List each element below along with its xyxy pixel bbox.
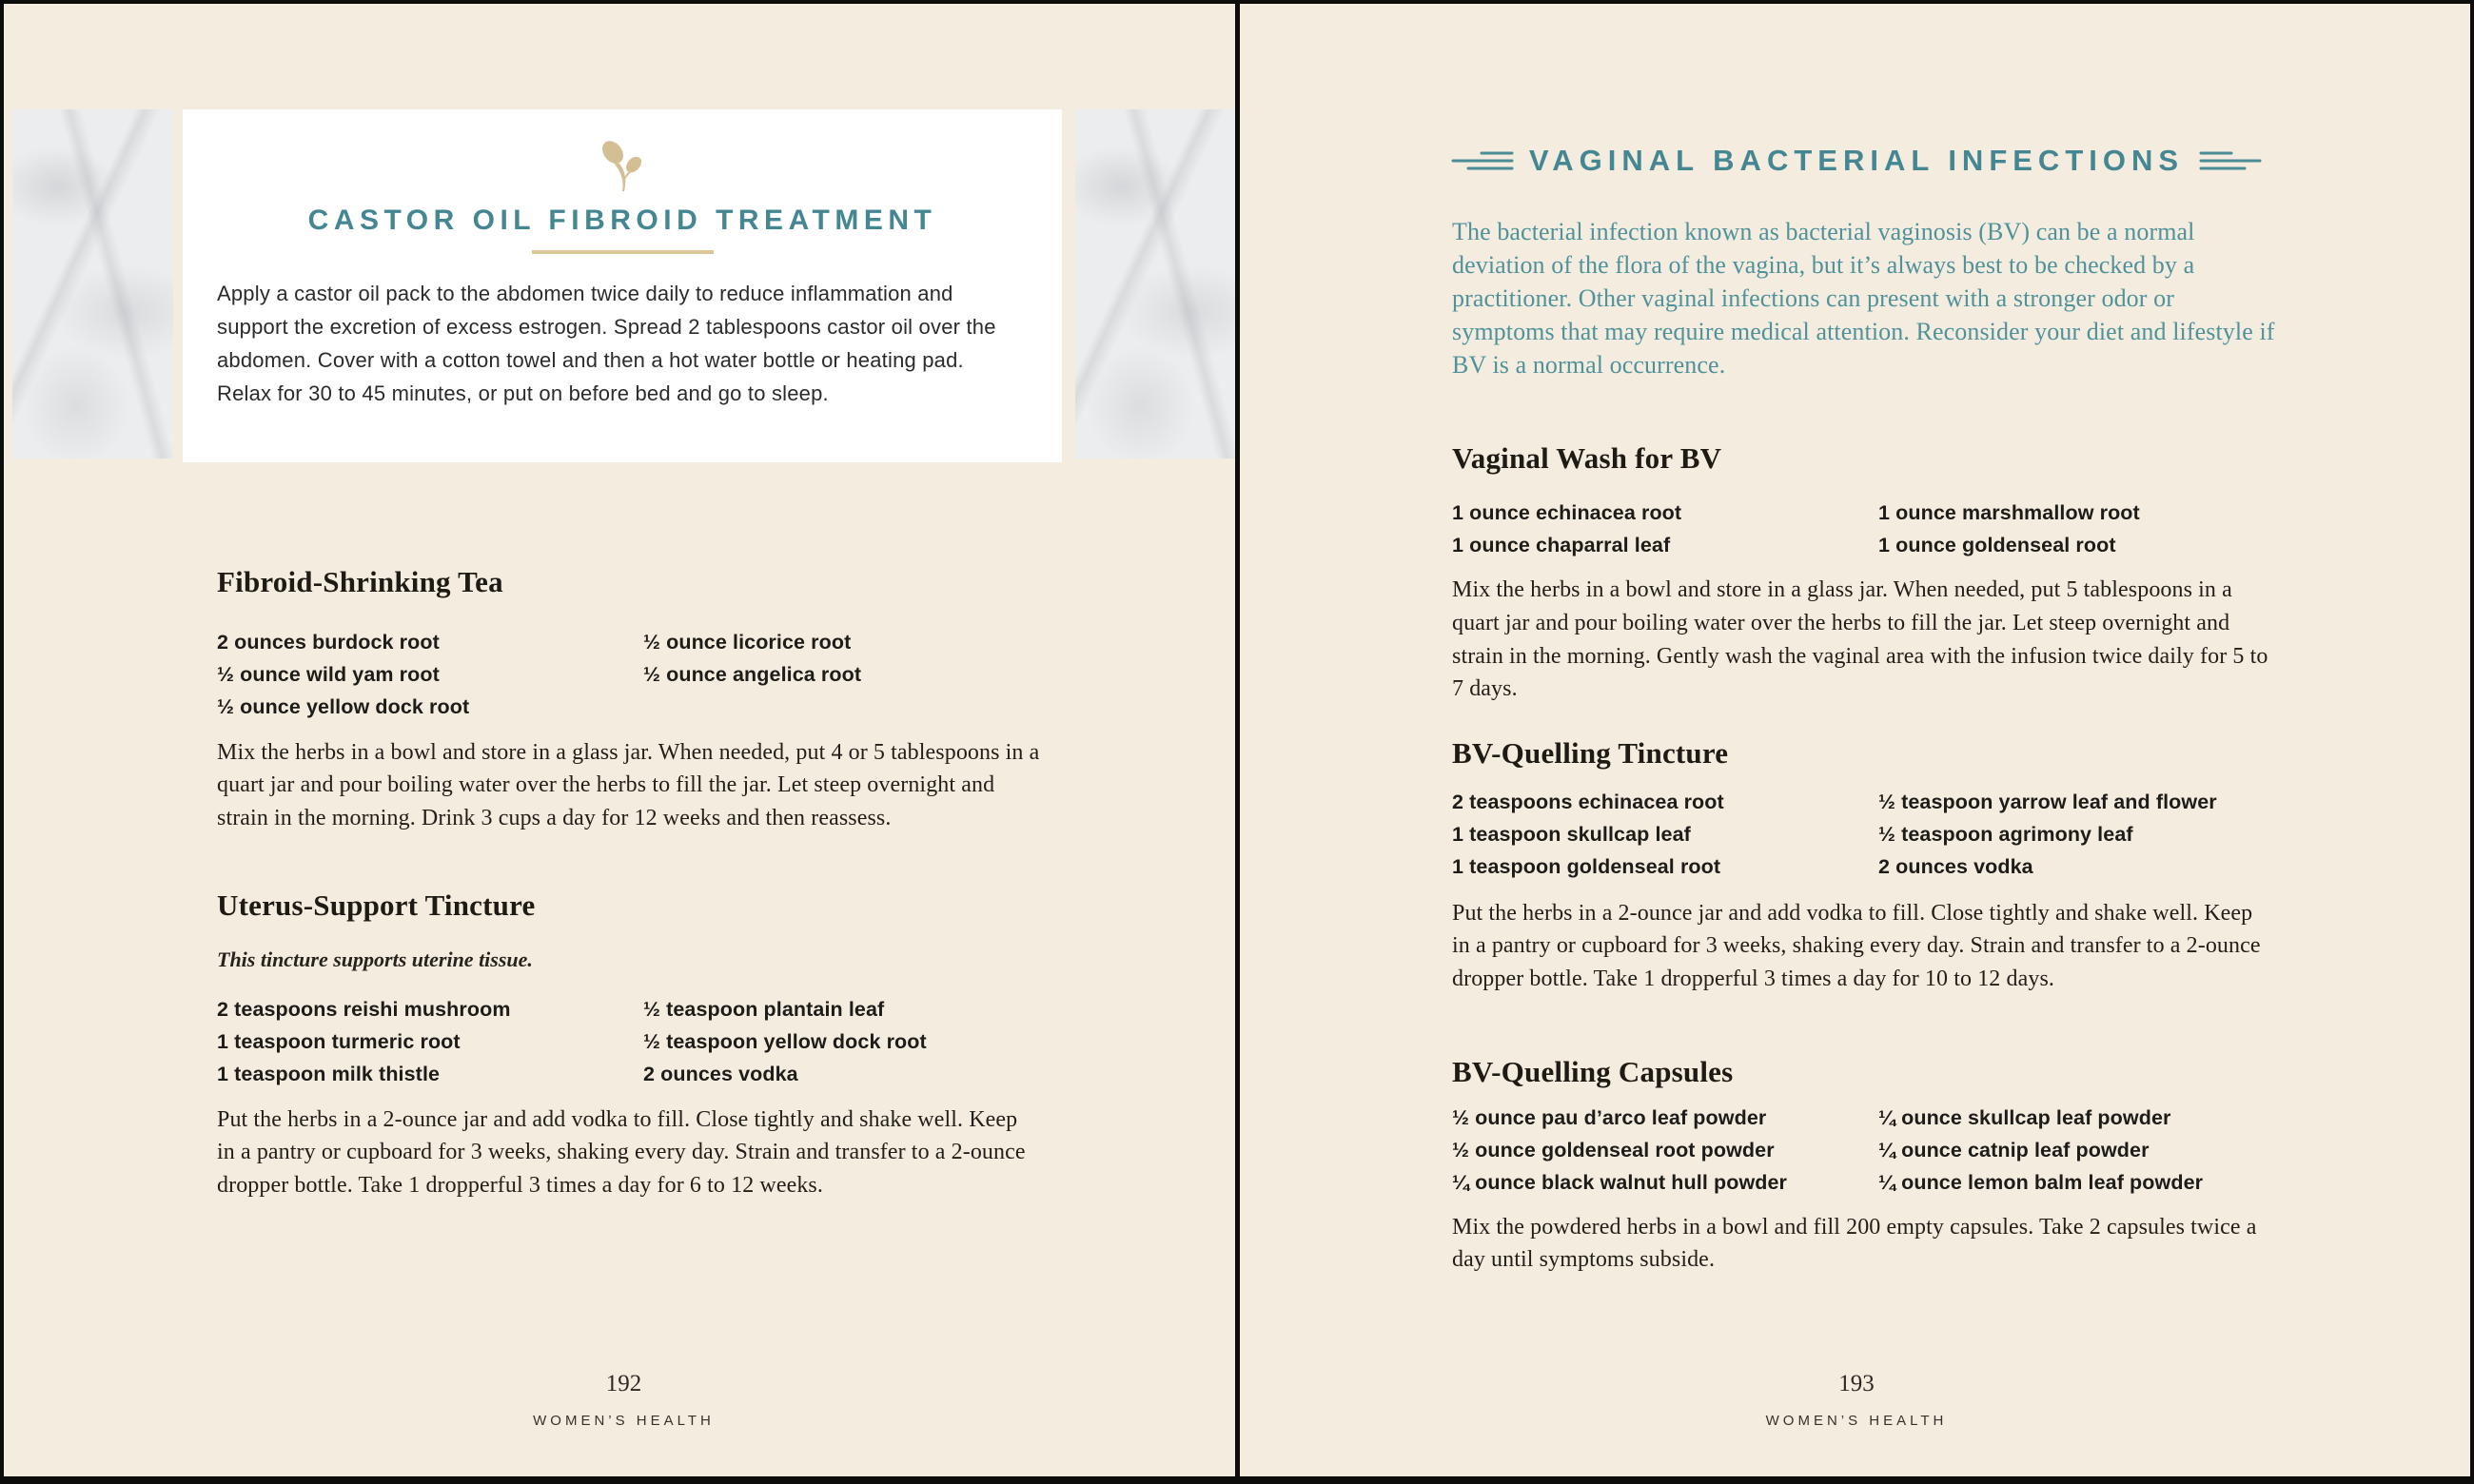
running-title: WOMEN’S HEALTH (1765, 1413, 1948, 1429)
ingredient: ½ teaspoon plantain leaf (643, 998, 885, 1021)
page-number: 192 (605, 1371, 642, 1396)
recipe-instructions: Mix the herbs in a bowl and store in a glass jar. When needed, put 4 or 5 tablespoons in a quart jar and pour boiling water over the herbs to fill the jar. Let steep overnight and strain in the morning. Drink 3 cups a day for 12 weeks and then reassess. (217, 739, 1040, 830)
ingredient-list (217, 626, 1041, 724)
recipe-title: BV-Quelling Capsules (1452, 1055, 1734, 1088)
ingredient: 1 ounce chaparral leaf (1452, 534, 1671, 557)
recipe-instructions: Put the herbs in a 2-ounce jar and add vodka to fill. Close tightly and shake well. Keep in a pantry or cupboard for 3 weeks, shaking every day. Strain and transfer to a 2-ounce dropper bottle. Take 1 dropperful 3 times a day for 10 to 12 days. (1452, 900, 2261, 991)
speed-lines-icon-right (2199, 148, 2273, 173)
ingredient-list (1452, 497, 2276, 561)
chapter-title-row (1240, 143, 2470, 179)
ingredient-list (1452, 786, 2276, 884)
ingredient: ¼ ounce catnip leaf powder (1878, 1139, 2150, 1162)
ingredient: ½ teaspoon yarrow leaf and flower (1878, 791, 2217, 813)
speed-lines-icon-left (1440, 148, 1514, 173)
recipe-section-bv-quelling-capsules (1452, 1053, 2276, 1277)
recipe-title: BV-Quelling Tincture (1452, 736, 1729, 770)
page-footer-right (1240, 1371, 2470, 1430)
ingredient: 1 ounce marshmallow root (1878, 501, 2140, 524)
ingredient: ½ ounce licorice root (643, 631, 852, 654)
sprout-leaf-icon (600, 140, 644, 193)
ingredient: 1 ounce echinacea root (1452, 501, 1682, 524)
recipe-title: Uterus-Support Tincture (217, 888, 536, 922)
recipe-section-fibroid-shrinking-tea (217, 563, 1041, 834)
ingredient-column-2 (1878, 497, 2276, 561)
ingredient: 1 teaspoon goldenseal root (1452, 855, 1721, 879)
ingredient: 2 teaspoons echinacea root (1452, 791, 1724, 813)
ingredient: 1 teaspoon milk thistle (217, 1063, 441, 1086)
ingredient: 2 ounces burdock root (217, 631, 440, 654)
marble-photo-strip-right (1075, 109, 1239, 459)
ingredient-column-2 (643, 626, 1041, 724)
ingredient: ½ ounce goldenseal root powder (1452, 1139, 1775, 1162)
ingredient: 2 teaspoons reishi mushroom (217, 998, 511, 1021)
ingredient-column-2 (1878, 786, 2276, 884)
recipe-title: Fibroid-Shrinking Tea (217, 565, 503, 598)
page-gutter-divider (1235, 4, 1240, 1476)
ingredient: ½ ounce wild yam root (217, 663, 440, 687)
recipe-title: Vaginal Wash for BV (1452, 441, 1722, 475)
ingredient: ½ ounce pau d’arco leaf powder (1452, 1106, 1767, 1129)
ingredient: ½ ounce angelica root (643, 663, 862, 687)
tan-rule (532, 250, 714, 254)
ingredient: ½ ounce yellow dock root (217, 695, 470, 719)
ingredient: ½ teaspoon yellow dock root (643, 1030, 927, 1054)
ingredient: 1 ounce goldenseal root (1878, 534, 2116, 557)
ingredient-list (1452, 1102, 2276, 1200)
ingredient-column-1 (1452, 497, 1878, 561)
ingredient: ¼ ounce black walnut hull powder (1452, 1171, 1788, 1195)
recipe-instructions: Put the herbs in a 2-ounce jar and add vodka to fill. Close tightly and shake well. Keep in a pantry or cupboard for 3 weeks, shaking every day. Strain and transfer to a 2-ounce dropper bottle. Take 1 dropperful 3 times a day for 6 to 12 weeks. (217, 1106, 1026, 1198)
ingredient-column-2 (643, 993, 1041, 1091)
chapter-intro: The bacterial infection known as bacterial vaginosis (BV) can be a normal deviation of the flora of the vagina, but it’s always best to be checked by a practitioner. Other vaginal infections can present with a stronger odor or symptoms that may require medical attention. Reconsider your diet and lifestyle if BV is a normal occurrence. (1452, 218, 2275, 379)
recipe-section-uterus-support-tincture (217, 887, 1041, 1201)
ingredient-column-1 (217, 626, 643, 724)
recipe-instructions: Mix the powdered herbs in a bowl and fill 200 empty capsules. Take 2 capsules twice a day until symptoms subside. (1452, 1214, 2257, 1273)
marble-photo-strip-left (12, 109, 173, 459)
ingredient-column-1 (1452, 786, 1878, 884)
recipe-note: This tincture supports uterine tissue. (217, 947, 533, 971)
ingredient: 2 ounces vodka (1878, 855, 2033, 879)
ingredient: ½ teaspoon agrimony leaf (1878, 823, 2133, 847)
treatment-title: CASTOR OIL FIBROID TREATMENT (307, 205, 937, 236)
treatment-body: Apply a castor oil pack to the abdomen twice daily to reduce inflammation and support the excretion of excess estrogen. Spread 2 tablespoons castor oil over the abdomen. Cover with a cotton towel and then a hot water bottle or heating pad. Relax for 30 to 45 minutes, or put on before bed and go to sleep. (217, 282, 996, 405)
ingredient-column-1 (1452, 1102, 1878, 1200)
ingredient-column-1 (217, 993, 643, 1091)
ingredient: 1 teaspoon skullcap leaf (1452, 823, 1691, 847)
recipe-section-vaginal-wash-for-bv (1452, 439, 2276, 706)
ingredient: ¼ ounce skullcap leaf powder (1878, 1106, 2171, 1129)
ingredient-list (217, 993, 1041, 1091)
book-spread (4, 4, 2470, 1476)
ingredient: ¼ ounce lemon balm leaf powder (1878, 1171, 2204, 1195)
ingredient: 1 teaspoon turmeric root (217, 1030, 461, 1054)
ingredient-column-2 (1878, 1102, 2276, 1200)
recipe-instructions: Mix the herbs in a bowl and store in a glass jar. When needed, put 5 tablespoons in a quart jar and pour boiling water over the herbs to fill the jar. Let steep overnight and strain in the morning. Gently wash the vaginal area with the infusion twice daily for 5 to 7 days. (1452, 577, 2268, 702)
chapter-title: VAGINAL BACTERIAL INFECTIONS (1528, 144, 2185, 177)
ingredient: 2 ounces vodka (643, 1063, 798, 1086)
running-title: WOMEN’S HEALTH (533, 1413, 715, 1429)
recipe-section-bv-quelling-tincture (1452, 734, 2276, 995)
treatment-callout-box (183, 109, 1062, 462)
page-footer-left (12, 1371, 1235, 1430)
page-number: 193 (1838, 1371, 1875, 1396)
